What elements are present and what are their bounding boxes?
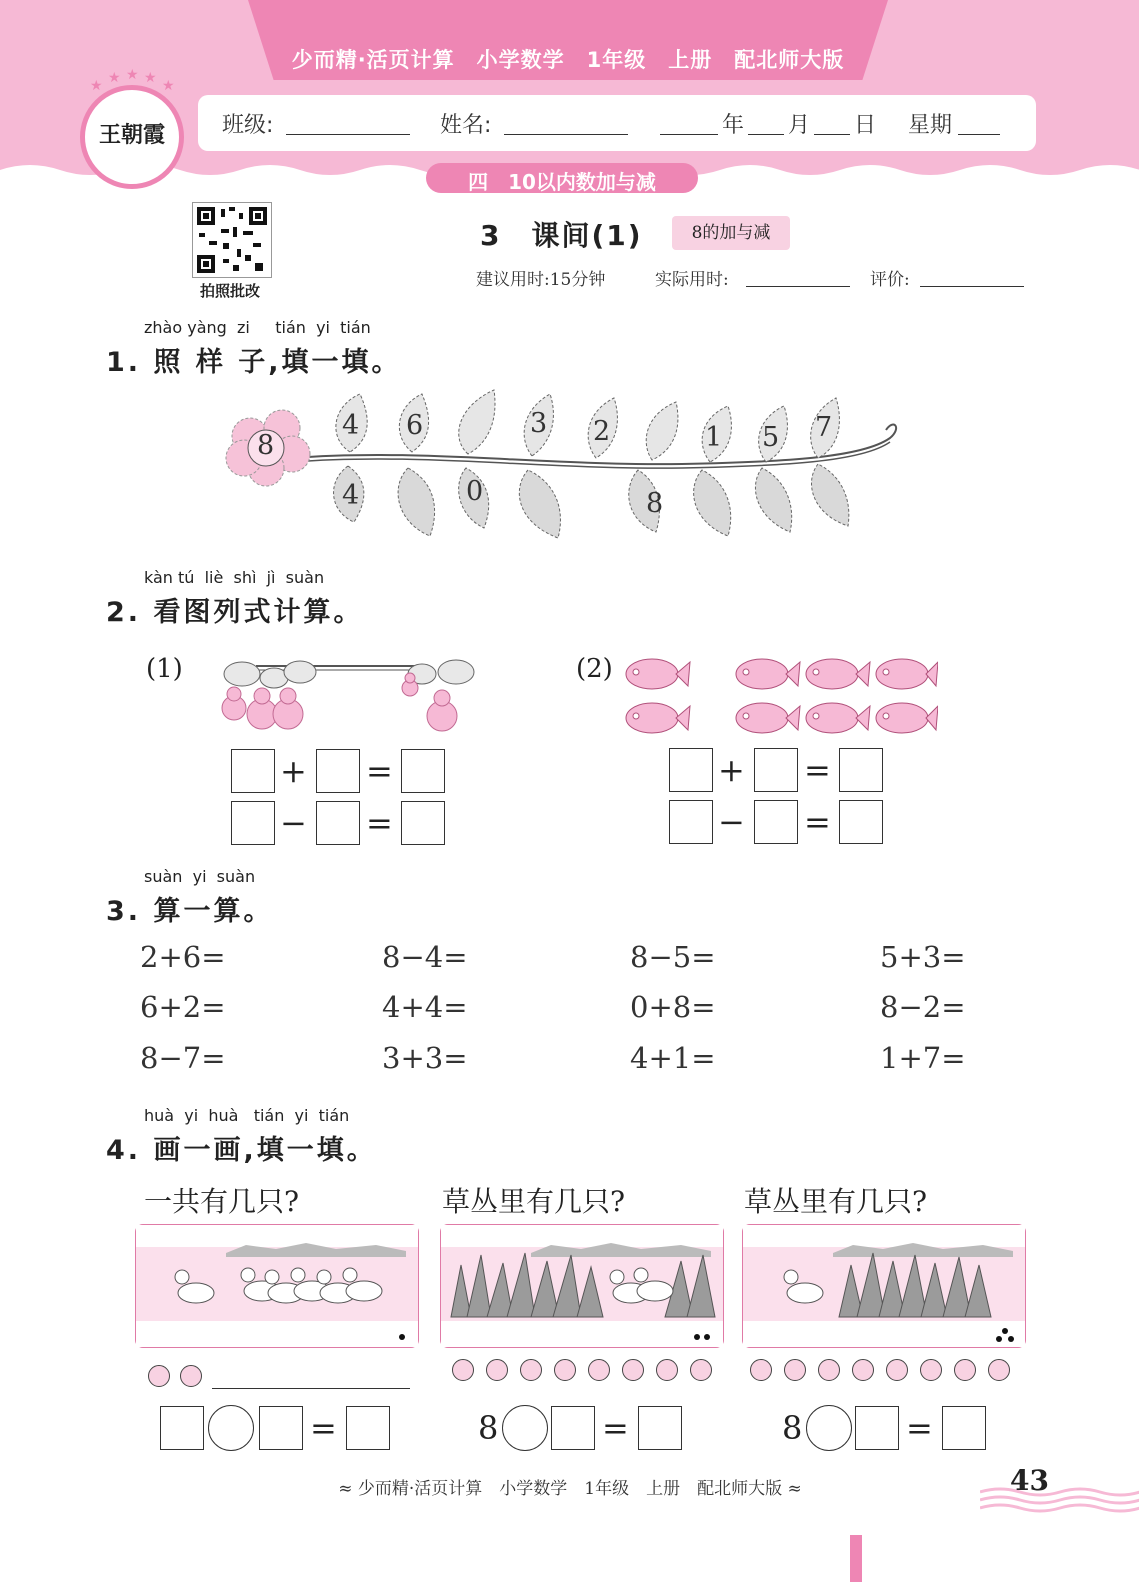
count-circle[interactable] — [486, 1359, 508, 1381]
star-icon: ★ — [108, 70, 121, 86]
answer-box[interactable] — [669, 800, 713, 844]
leaf-top-number: 6 — [406, 410, 424, 441]
grass-icon — [839, 1253, 991, 1317]
drawing-line[interactable] — [212, 1388, 410, 1389]
unit-title: 四 10以内数加与减 — [468, 170, 656, 194]
answer-box[interactable] — [942, 1406, 986, 1450]
count-circle[interactable] — [554, 1359, 576, 1381]
page-edge-marker — [850, 1535, 862, 1582]
count-circle[interactable] — [148, 1365, 170, 1387]
answer-box[interactable] — [231, 801, 275, 845]
equals-sign: = — [804, 751, 831, 789]
star-icon: ★ — [126, 67, 139, 83]
equals-sign: = — [366, 804, 393, 842]
duck-scene-2 — [440, 1224, 724, 1348]
operator-circle[interactable] — [502, 1405, 548, 1451]
answer-box[interactable] — [754, 748, 798, 792]
q3-pinyin: suàn yi suàn — [144, 867, 256, 886]
answer-box[interactable] — [839, 748, 883, 792]
count-circle[interactable] — [750, 1359, 772, 1381]
leaf-top-number: 1 — [705, 422, 723, 453]
answer-box[interactable] — [401, 801, 445, 845]
count-circle[interactable] — [954, 1359, 976, 1381]
leaf-bottom-number: 8 — [646, 488, 664, 519]
leaf-top-number: 7 — [815, 412, 833, 443]
calc-item[interactable]: 2+6= — [140, 940, 226, 974]
count-circle[interactable] — [520, 1359, 542, 1381]
q2-pinyin: kàn tú liè shì jì suàn — [144, 568, 325, 587]
duck-scene-3 — [742, 1224, 1026, 1348]
leaf-top-3 — [459, 390, 495, 454]
calc-item[interactable]: 4+4= — [382, 990, 468, 1024]
gourd-vine-illustration — [196, 652, 480, 734]
operator-circle[interactable] — [806, 1405, 852, 1451]
month-field[interactable] — [748, 134, 784, 135]
count-circle[interactable] — [588, 1359, 610, 1381]
year-label: 年 — [722, 113, 745, 138]
actual-time-field[interactable] — [746, 286, 850, 287]
name-field[interactable] — [504, 134, 628, 135]
q2-part1-label: (1) — [146, 654, 183, 684]
qr-code-icon[interactable] — [192, 202, 272, 278]
answer-box[interactable] — [160, 1406, 204, 1450]
count-circle[interactable] — [988, 1359, 1010, 1381]
evaluation-field[interactable] — [920, 286, 1024, 287]
leaf-bottom-4 — [519, 470, 560, 538]
count-circle[interactable] — [180, 1365, 202, 1387]
qr-label: 拍照批改 — [199, 282, 260, 300]
series-title: 少而精·活页计算 小学数学 1年级 上册 配北师大版 — [291, 48, 845, 72]
footer-wave-decoration — [980, 1486, 1139, 1516]
suggested-time: 建议用时:15分钟 — [476, 270, 606, 290]
count-circle[interactable] — [622, 1359, 644, 1381]
equals-sign: = — [804, 803, 831, 841]
calc-item[interactable]: 4+1= — [630, 1041, 716, 1075]
logo-text: 王朝霞 — [98, 122, 165, 148]
calc-item[interactable]: 8−4= — [382, 940, 468, 974]
answer-box[interactable] — [839, 800, 883, 844]
plus-sign: + — [280, 752, 307, 790]
q4-sub-question: 草丛里有几只? — [442, 1185, 626, 1218]
count-circle[interactable] — [656, 1359, 678, 1381]
footer-text: ≈ 少而精·活页计算 小学数学 1年级 上册 配北师大版 ≈ — [338, 1479, 802, 1499]
day-label: 日 — [854, 113, 877, 138]
weekday-label: 星期 — [908, 113, 953, 138]
calc-item[interactable]: 6+2= — [140, 990, 226, 1024]
calc-item[interactable]: 8−5= — [630, 940, 716, 974]
leaf-bottom-8 — [811, 464, 848, 526]
calc-item[interactable]: 3+3= — [382, 1041, 468, 1075]
evaluation-label: 评价: — [870, 270, 910, 290]
flower-center-number: 8 — [257, 430, 275, 461]
equals-sign: = — [906, 1409, 933, 1447]
calc-item[interactable]: 8−7= — [140, 1041, 226, 1075]
count-circle[interactable] — [690, 1359, 712, 1381]
q2-part2-label: (2) — [576, 654, 613, 684]
actual-time-label: 实际用时: — [655, 270, 729, 290]
calc-item[interactable]: 8−2= — [880, 990, 966, 1024]
year-field[interactable] — [660, 134, 718, 135]
plus-sign: + — [718, 751, 745, 789]
leaf-top-number: 4 — [342, 410, 360, 441]
calc-item[interactable]: 0+8= — [630, 990, 716, 1024]
lesson-title: 3 课间(1) — [480, 219, 643, 252]
q4-sub-question: 草丛里有几只? — [744, 1185, 928, 1218]
star-icon: ★ — [90, 78, 103, 94]
answer-box[interactable] — [231, 749, 275, 793]
answer-box[interactable] — [316, 749, 360, 793]
q2-title: 2. 看图列式计算。 — [106, 597, 364, 628]
class-field[interactable] — [286, 134, 410, 135]
leaf-top-number: 2 — [593, 416, 611, 447]
equals-sign: = — [602, 1409, 629, 1447]
duck-icon — [784, 1270, 823, 1303]
given-number: 8 — [478, 1409, 499, 1447]
star-icon: ★ — [162, 78, 175, 94]
answer-box[interactable] — [754, 800, 798, 844]
count-circle[interactable] — [886, 1359, 908, 1381]
star-icon: ★ — [144, 70, 157, 86]
leaf-top-6 — [646, 402, 678, 460]
calc-item[interactable]: 1+7= — [880, 1041, 966, 1075]
minus-sign: − — [718, 803, 745, 841]
duck-icon — [175, 1270, 214, 1303]
q4-pinyin: huà yi huà tián yi tián — [144, 1106, 350, 1125]
answer-box[interactable] — [638, 1406, 682, 1450]
month-label: 月 — [788, 113, 811, 138]
number-vine — [222, 388, 912, 548]
minus-sign: − — [280, 804, 307, 842]
class-label: 班级: — [222, 113, 274, 138]
lesson-tag: 8的加与减 — [672, 216, 790, 250]
count-circle[interactable] — [852, 1359, 874, 1381]
grass-icon — [451, 1253, 715, 1317]
answer-box[interactable] — [346, 1406, 390, 1450]
equals-sign: = — [310, 1409, 337, 1447]
leaf-bottom-7 — [755, 468, 791, 532]
count-circle[interactable] — [818, 1359, 840, 1381]
day-field[interactable] — [814, 134, 850, 135]
leaf-top-number: 5 — [762, 422, 780, 453]
answer-box[interactable] — [401, 749, 445, 793]
q4-title: 4. 画一画,填一填。 — [106, 1135, 377, 1166]
answer-box[interactable] — [316, 801, 360, 845]
answer-box[interactable] — [855, 1406, 899, 1450]
count-circle[interactable] — [920, 1359, 942, 1381]
page-number: 43 — [1010, 1464, 1049, 1497]
weekday-field[interactable] — [958, 134, 1000, 135]
q3-title: 3. 算一算。 — [106, 896, 274, 927]
leaf-bottom-number: 4 — [342, 480, 360, 511]
answer-box[interactable] — [669, 748, 713, 792]
leaf-bottom-number: 0 — [466, 476, 484, 507]
q1-title: 1. 照 样 子,填一填。 — [106, 347, 402, 378]
answer-box[interactable] — [551, 1406, 595, 1450]
answer-box[interactable] — [259, 1406, 303, 1450]
leaf-bottom-2 — [398, 468, 434, 536]
q1-pinyin: zhào yàng zi tián yi tián — [144, 318, 371, 337]
count-circle[interactable] — [452, 1359, 474, 1381]
operator-circle[interactable] — [208, 1405, 254, 1451]
calc-item[interactable]: 5+3= — [880, 940, 966, 974]
given-number: 8 — [782, 1409, 803, 1447]
count-circle[interactable] — [784, 1359, 806, 1381]
leaf-top-number: 3 — [530, 408, 548, 439]
name-label: 姓名: — [440, 113, 492, 138]
equals-sign: = — [366, 752, 393, 790]
q4-sub-question: 一共有几只? — [144, 1185, 300, 1218]
duck-scene-1 — [135, 1224, 419, 1348]
fish-illustration — [622, 652, 938, 740]
leaf-bottom-6 — [694, 470, 731, 536]
